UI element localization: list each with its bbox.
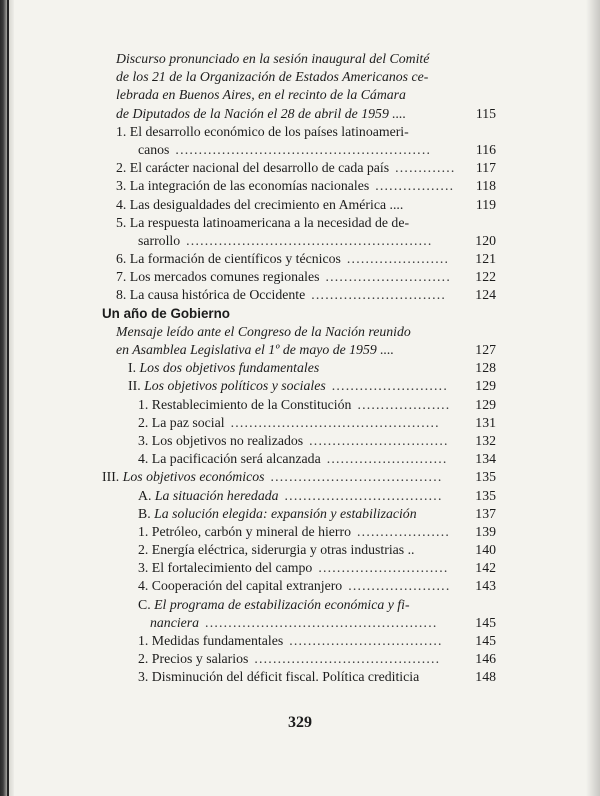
- toc-entry: [102, 432, 496, 450]
- toc-entry: [102, 668, 496, 686]
- toc-entry: [102, 577, 496, 595]
- dot-leader: ..................................................: [205, 614, 438, 630]
- toc-entry-title: canos: [138, 141, 170, 157]
- dot-leader: .............: [395, 160, 456, 176]
- toc-entry: [102, 359, 496, 377]
- toc-page-number: 142: [475, 560, 496, 576]
- toc-page-number: 127: [475, 342, 496, 357]
- toc-entry: [102, 232, 496, 250]
- toc-entry-title: 4. La pacificación será alcanzada: [138, 451, 321, 467]
- toc-page-number: 143: [475, 578, 496, 594]
- toc-entry-title: I. Los dos objetivos fundamentales: [128, 360, 320, 376]
- toc-entry-title: 2. Energía eléctrica, siderurgia y otras industrias ..: [138, 542, 415, 558]
- toc-entry-title: C. El programa de estabilización económica y fi-: [138, 596, 410, 612]
- toc-entry: [102, 177, 496, 195]
- dot-leader: ......................: [346, 251, 450, 267]
- toc-entry-title: de los 21 de la Organización de Estados Americanos ce-: [116, 69, 429, 85]
- toc-entry-title: 1. El desarrollo económico de los países latinoameri-: [116, 123, 409, 139]
- toc-entry-title: lebrada en Buenos Aires, en el recinto de la Cámara: [116, 87, 406, 103]
- dot-leader: .....................................................: [186, 232, 433, 248]
- toc-entry-title: nanciera: [150, 614, 200, 630]
- dot-leader: .....................................: [270, 469, 443, 485]
- toc-entry-title: 6. La formación de científicos y técnicos: [116, 251, 341, 267]
- toc-entry: [102, 159, 496, 177]
- toc-entry-title: 7. Los mercados comunes regionales: [116, 269, 320, 285]
- toc-entry: [102, 396, 496, 414]
- toc-entry-title: 2. El carácter nacional del desarrollo de cada país: [116, 160, 390, 176]
- toc-entry: [102, 141, 496, 159]
- toc-entry: [102, 286, 496, 304]
- dot-leader: ...........................: [325, 269, 451, 285]
- toc-entry: [102, 596, 496, 614]
- toc-entry-title: 4. Las desigualdades del crecimiento en América ....: [116, 196, 404, 212]
- toc-page-number: 117: [475, 160, 496, 176]
- toc-entry: [102, 68, 496, 86]
- toc-entry-title: 3. El fortalecimiento del campo: [138, 560, 313, 576]
- toc-entry-title: 1. Petróleo, carbón y mineral de hierro: [138, 523, 352, 539]
- toc-page-number: 115: [475, 105, 496, 121]
- toc-entry: [102, 523, 496, 541]
- toc-entry: [102, 414, 496, 432]
- toc-entry-title: sarrollo: [138, 232, 181, 248]
- toc-entry: [102, 614, 496, 632]
- toc-page-number: 137: [475, 505, 496, 521]
- toc-page-number: 119: [475, 196, 496, 212]
- toc-page-number: 146: [475, 651, 496, 667]
- binding-edge-line: [7, 0, 9, 796]
- toc-entry: [102, 268, 496, 286]
- toc-page-number: 129: [475, 378, 496, 394]
- dot-leader: .................................: [289, 633, 443, 648]
- toc-entry-title: B. La solución elegida: expansión y estabilización: [138, 505, 417, 521]
- dot-leader: .......................................................: [175, 141, 432, 157]
- toc-page-number: 135: [475, 487, 496, 503]
- toc-page-number: 135: [475, 469, 496, 485]
- toc-page-number: 145: [475, 614, 496, 630]
- toc-page-number: 118: [475, 178, 496, 194]
- toc-entry: [102, 323, 496, 341]
- toc-entry: [102, 487, 496, 505]
- toc-page-number: 145: [475, 633, 496, 648]
- toc-entry-title: de Diputados de la Nación el 28 de abril de 1959 ....: [116, 105, 407, 121]
- toc-entry-title: Un año de Gobierno: [102, 305, 230, 321]
- toc-page-number: 132: [475, 432, 496, 448]
- toc-entry: [102, 305, 496, 323]
- toc-entry: [102, 341, 496, 359]
- toc-entry-title: 1. Restablecimiento de la Constitución: [138, 396, 352, 412]
- toc-entry-title: Discurso pronunciado en la sesión inaugural del Comité: [116, 51, 430, 66]
- dot-leader: .............................: [311, 287, 447, 303]
- toc-entry: [102, 86, 496, 104]
- page-edge-shadow: [586, 0, 600, 796]
- toc-entry: [102, 450, 496, 468]
- dot-leader: ..................................: [284, 487, 443, 503]
- dot-leader: ....................: [357, 396, 451, 412]
- dot-leader: ........................................: [254, 651, 441, 667]
- toc-page-number: 116: [475, 141, 496, 157]
- toc-entry-title: 8. La causa histórica de Occidente: [116, 287, 306, 303]
- toc-page-number: 140: [475, 542, 496, 558]
- toc-entry: [102, 250, 496, 268]
- toc-entry: [102, 123, 496, 141]
- toc-page-number: 129: [475, 396, 496, 412]
- toc-entry-title: en Asamblea Legislativa el 1º de mayo de 1959 ....: [116, 342, 394, 357]
- toc-entry: [102, 377, 496, 395]
- dot-leader: ............................: [318, 560, 449, 576]
- toc-page-number: 139: [475, 523, 496, 539]
- dot-leader: .........................: [331, 378, 448, 394]
- toc-entry: [102, 505, 496, 523]
- toc-entry-title: 2. La paz social: [138, 414, 225, 430]
- toc-entry: [102, 105, 496, 123]
- dot-leader: ..........................: [326, 451, 448, 467]
- toc-entry-title: 3. Disminución del déficit fiscal. Política crediticia: [138, 669, 420, 685]
- page-number: 329: [288, 714, 312, 731]
- dot-leader: .............................................: [230, 414, 440, 430]
- toc-page-number: 124: [475, 287, 496, 303]
- toc-entry: [102, 214, 496, 232]
- dot-leader: ..............................: [309, 432, 449, 448]
- toc-entry: [102, 468, 496, 486]
- toc-entry: [102, 541, 496, 559]
- toc-entry-title: 1. Medidas fundamentales: [138, 633, 284, 648]
- dot-leader: .................: [375, 178, 455, 194]
- toc-entry-title: 2. Precios y salarios: [138, 651, 249, 667]
- toc-page-number: 134: [475, 451, 496, 467]
- toc-entry-title: 3. La integración de las economías nacionales: [116, 178, 370, 194]
- toc-page-number: 122: [475, 269, 496, 285]
- toc-entry: [102, 50, 496, 68]
- toc-entry-title: Mensaje leído ante el Congreso de la Nación reunido: [116, 323, 411, 339]
- dot-leader: ....................: [357, 523, 450, 539]
- toc-entry-title: 3. Los objetivos no realizados: [138, 432, 304, 448]
- toc-page-number: 120: [475, 232, 496, 248]
- toc-entry-title: 4. Cooperación del capital extranjero: [138, 578, 343, 594]
- toc-entry: [102, 196, 496, 214]
- dot-leader: ......................: [348, 578, 451, 594]
- toc-entry: [102, 559, 496, 577]
- toc-page-number: 121: [475, 251, 496, 267]
- toc-entry-title: III. Los objetivos económicos: [102, 469, 265, 485]
- toc-entry-title: A. La situación heredada: [138, 487, 279, 503]
- toc-entry-title: II. Los objetivos políticos y sociales: [128, 378, 326, 394]
- toc-entry-title: 5. La respuesta latinoamericana a la necesidad de de-: [116, 214, 410, 230]
- toc-page-number: 128: [475, 360, 496, 376]
- toc-page-number: 148: [475, 669, 496, 685]
- table-of-contents: [102, 50, 496, 687]
- toc-page-number: 131: [475, 414, 496, 430]
- toc-entry: [102, 650, 496, 668]
- toc-entry: [102, 632, 496, 650]
